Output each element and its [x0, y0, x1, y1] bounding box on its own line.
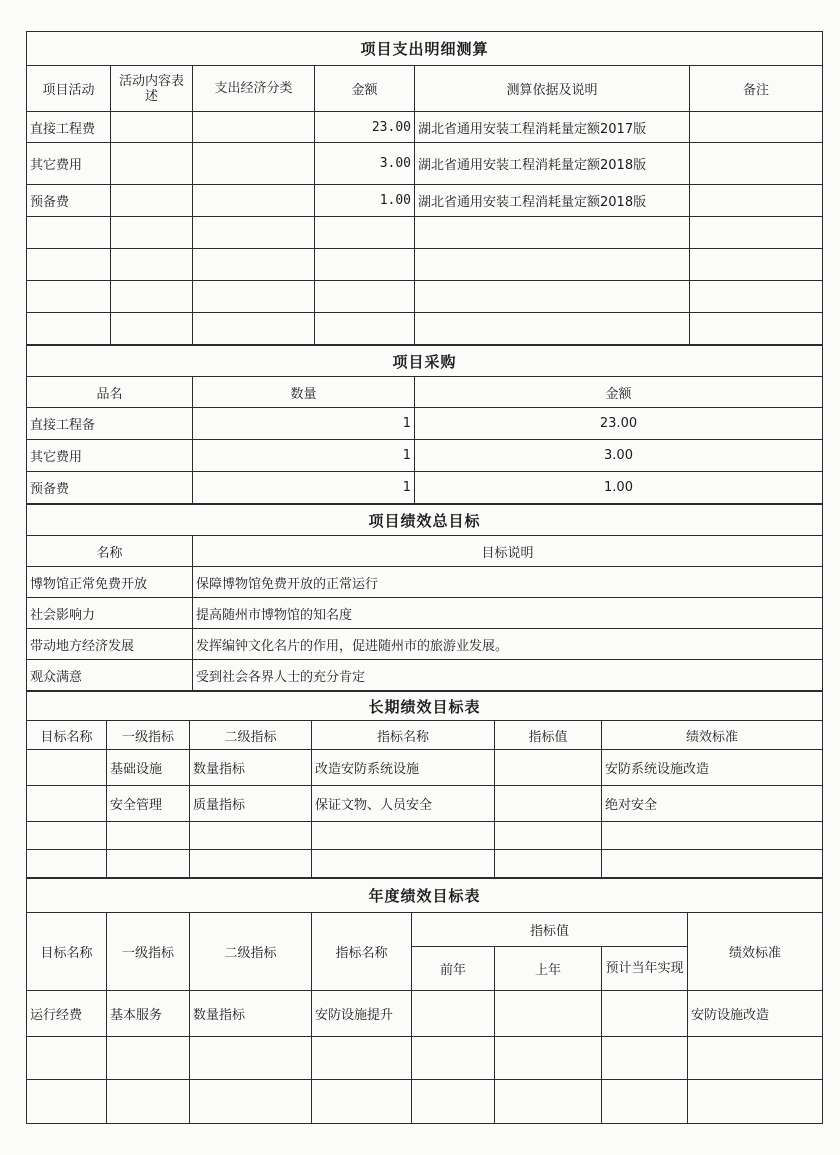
header-val: 指标值 — [412, 913, 688, 947]
value-cell — [495, 750, 602, 786]
table-row — [27, 629, 823, 660]
goal-desc-cell: 受到社会各界人士的充分肯定 — [193, 660, 823, 691]
empty-row — [27, 1080, 823, 1124]
amount-cell: 1.00 — [315, 185, 415, 217]
table-row — [27, 750, 823, 786]
header-val: 指标值 — [495, 721, 602, 750]
content-cell — [111, 185, 193, 217]
header-econ: 支出经济分类 — [193, 66, 315, 112]
header-remark: 备注 — [690, 66, 823, 112]
header-ind: 指标名称 — [312, 913, 412, 991]
l1-cell: 安全管理 — [107, 786, 190, 822]
header-qty: 数量 — [193, 377, 415, 408]
l1-cell: 基础设施 — [107, 750, 190, 786]
empty-row — [27, 249, 823, 281]
last-cell — [495, 991, 602, 1037]
table-row — [27, 598, 823, 629]
indicator-cell: 安防设施提升 — [312, 991, 412, 1037]
header-l2: 二级指标 — [190, 721, 312, 750]
table-row — [27, 567, 823, 598]
content-cell — [111, 112, 193, 143]
table-row — [27, 408, 823, 440]
overall-goals-table — [26, 504, 823, 691]
standard-cell: 安防设施改造 — [688, 991, 823, 1037]
budget-form — [26, 31, 822, 1124]
table-row — [27, 440, 823, 472]
econ-cell — [193, 185, 315, 217]
header-expect: 预计当年实现 — [602, 947, 688, 991]
header-goal: 目标名称 — [27, 721, 107, 750]
header-amount: 金额 — [415, 377, 823, 408]
amount-cell: 1.00 — [415, 472, 823, 504]
header-prev: 前年 — [412, 947, 495, 991]
goal-cell — [27, 750, 107, 786]
goal-cell: 运行经费 — [27, 991, 107, 1037]
empty-row — [27, 217, 823, 249]
empty-row — [27, 281, 823, 313]
annual-title: 年度绩效目标表 — [27, 879, 823, 913]
procurement-title: 项目采购 — [27, 346, 823, 377]
remark-cell — [690, 185, 823, 217]
goal-name-cell: 博物馆正常免费开放 — [27, 567, 193, 598]
amount-cell: 23.00 — [315, 112, 415, 143]
table-row — [27, 786, 823, 822]
header-last: 上年 — [495, 947, 602, 991]
l2-cell: 质量指标 — [190, 786, 312, 822]
content-cell — [111, 143, 193, 185]
header-item: 品名 — [27, 377, 193, 408]
empty-row — [27, 850, 823, 878]
annual-table — [26, 878, 823, 1124]
prev-cell — [412, 991, 495, 1037]
l2-cell: 数量指标 — [190, 750, 312, 786]
header-goal: 目标名称 — [27, 913, 107, 991]
empty-row — [27, 313, 823, 345]
goal-desc-cell: 保障博物馆免费开放的正常运行 — [193, 567, 823, 598]
activity-cell: 直接工程费 — [27, 112, 111, 143]
value-cell — [495, 786, 602, 822]
header-l1: 一级指标 — [107, 721, 190, 750]
header-std: 绩效标准 — [602, 721, 823, 750]
procurement-table — [26, 345, 823, 504]
amount-cell: 3.00 — [315, 143, 415, 185]
table-row — [27, 143, 823, 185]
item-cell: 直接工程备 — [27, 408, 193, 440]
expense-title: 项目支出明细测算 — [27, 32, 823, 66]
qty-cell: 1 — [193, 440, 415, 472]
basis-cell: 湖北省通用安装工程消耗量定额2017版 — [415, 112, 690, 143]
header-basis: 测算依据及说明 — [415, 66, 690, 112]
overall-goals-title: 项目绩效总目标 — [27, 505, 823, 536]
standard-cell: 安防系统设施改造 — [602, 750, 823, 786]
empty-row — [27, 822, 823, 850]
header-amount: 金额 — [315, 66, 415, 112]
activity-cell: 预备费 — [27, 185, 111, 217]
activity-cell: 其它费用 — [27, 143, 111, 185]
expect-cell — [602, 991, 688, 1037]
remark-cell — [690, 143, 823, 185]
longterm-table — [26, 691, 823, 878]
indicator-cell: 保证文物、人员安全 — [312, 786, 495, 822]
item-cell: 其它费用 — [27, 440, 193, 472]
table-row — [27, 991, 823, 1037]
goal-cell — [27, 786, 107, 822]
header-l2: 二级指标 — [190, 913, 312, 991]
empty-row — [27, 1037, 823, 1080]
goal-name-cell: 社会影响力 — [27, 598, 193, 629]
goal-desc-cell: 提高随州市博物馆的知名度 — [193, 598, 823, 629]
header-std: 绩效标准 — [688, 913, 823, 991]
indicator-cell: 改造安防系统设施 — [312, 750, 495, 786]
table-row — [27, 660, 823, 691]
goal-desc-cell: 发挥编钟文化名片的作用，促进随州市的旅游业发展。 — [193, 629, 823, 660]
econ-cell — [193, 143, 315, 185]
expense-table — [26, 31, 823, 345]
header-activity: 项目活动 — [27, 66, 111, 112]
l1-cell: 基本服务 — [107, 991, 190, 1037]
goal-name-cell: 观众满意 — [27, 660, 193, 691]
qty-cell: 1 — [193, 472, 415, 504]
table-row — [27, 185, 823, 217]
item-cell: 预备费 — [27, 472, 193, 504]
header-content: 活动内容表述 — [111, 66, 193, 112]
longterm-title: 长期绩效目标表 — [27, 692, 823, 721]
header-ind: 指标名称 — [312, 721, 495, 750]
table-row — [27, 472, 823, 504]
header-name: 名称 — [27, 536, 193, 567]
header-l1: 一级指标 — [107, 913, 190, 991]
amount-cell: 3.00 — [415, 440, 823, 472]
standard-cell: 绝对安全 — [602, 786, 823, 822]
remark-cell — [690, 112, 823, 143]
l2-cell: 数量指标 — [190, 991, 312, 1037]
basis-cell: 湖北省通用安装工程消耗量定额2018版 — [415, 185, 690, 217]
header-desc: 目标说明 — [193, 536, 823, 567]
goal-name-cell: 带动地方经济发展 — [27, 629, 193, 660]
econ-cell — [193, 112, 315, 143]
qty-cell: 1 — [193, 408, 415, 440]
table-row — [27, 112, 823, 143]
basis-cell: 湖北省通用安装工程消耗量定额2018版 — [415, 143, 690, 185]
amount-cell: 23.00 — [415, 408, 823, 440]
